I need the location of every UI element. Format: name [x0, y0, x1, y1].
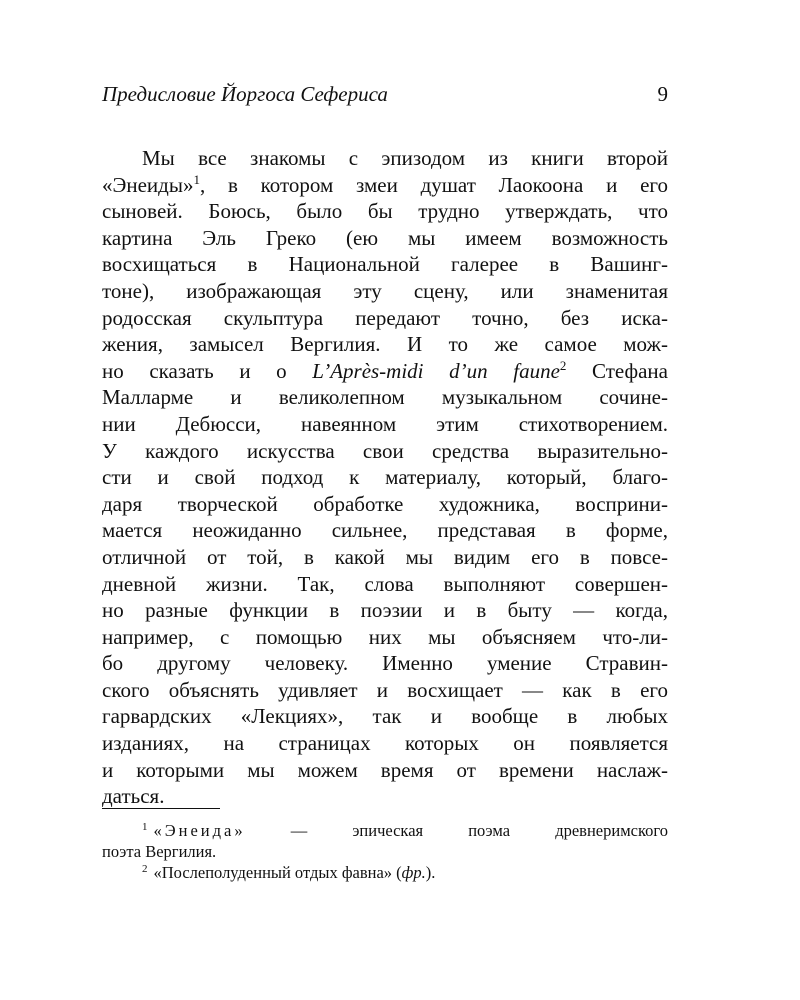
footnote-term: «Энеида» — [153, 821, 246, 840]
text-line — [102, 358, 668, 385]
text-line: Мы все знакомы с эпизодом из книги второй — [142, 146, 668, 170]
text-line: ского объяснять удивляет и восхищает — как в его — [102, 677, 668, 702]
running-title: Предисловие Йоргоса Сефериса — [102, 82, 388, 106]
text-line: У каждого искусства свои средства выразительно- — [102, 438, 668, 463]
footnote-text: — эпическая поэма древнеримского — [245, 821, 668, 840]
main-paragraph — [102, 145, 668, 810]
text-line: даться. — [102, 784, 165, 809]
page-header — [102, 82, 668, 112]
text-line: и которыми мы можем время от времени наслаж- — [102, 757, 668, 782]
footnote-number: 2 — [142, 862, 148, 875]
text-line: но разные функции в поэзии и в быту — когда, — [102, 598, 668, 623]
text-line: изданиях, на страницах которых он появляется — [102, 731, 668, 756]
page-number: 9 — [657, 82, 668, 106]
text-line: сти и свой подход к материалу, который, благо- — [102, 465, 668, 490]
text-line: нии Дебюсси, навеянном этим стихотворением. — [102, 411, 668, 436]
text-line: мается неожиданно сильнее, представая в форме, — [102, 518, 668, 543]
footnote-number: 1 — [142, 820, 148, 833]
text-line: восхищаться в Национальной галерее в Вашинг- — [102, 252, 668, 277]
footnotes — [102, 820, 668, 883]
text-line — [102, 172, 668, 199]
text-line: картина Эль Греко (ею мы имеем возможность — [102, 225, 668, 250]
footnote-divider — [102, 808, 220, 809]
footnote-abbrev: фр. — [401, 863, 426, 882]
italic-title: L’Après-midi d’un faune — [312, 358, 560, 383]
footnote-2 — [102, 862, 668, 883]
text-fragment: Стефана — [566, 358, 668, 383]
text-line: дневной жизни. Так, слова выполняют совершен- — [102, 571, 668, 596]
footnote-1-continuation: поэта Вергилия. — [102, 842, 217, 861]
text-fragment: но сказать и о — [102, 358, 313, 383]
text-line: бо другому человеку. Именно умение Стравин- — [102, 651, 668, 676]
text-fragment: «Энеиды» — [102, 172, 194, 197]
text-line: отличной от той, в какой мы видим его в повсе- — [102, 544, 668, 569]
text-line: родосская скульптура передают точно, без иска- — [102, 305, 668, 330]
footnote-text-end: ). — [425, 863, 436, 882]
text-line: например, с помощью них мы объясняем что-ли- — [102, 624, 668, 649]
text-line: жения, замысел Вергилия. И то же самое мож- — [102, 332, 668, 357]
text-line: сыновей. Боюсь, было бы трудно утверждать, что — [102, 199, 668, 224]
text-line: тоне), изображающая эту сцену, или знаменитая — [102, 278, 668, 303]
footnote-1 — [102, 820, 668, 841]
footnote-ref-1[interactable]: 1 — [193, 171, 200, 187]
text-fragment: , в котором змеи душат Лаокоона и его — [199, 172, 668, 197]
text-line: даря творческой обработке художника, восприни- — [102, 491, 668, 516]
text-line: Малларме и великолепном музыкальном сочине- — [102, 385, 668, 410]
footnote-text: «Послеполуденный отдых фавна» ( — [153, 863, 402, 882]
text-line: гарвардских «Лекциях», так и вообще в любых — [102, 704, 668, 729]
footnote-ref-2[interactable]: 2 — [559, 357, 567, 373]
